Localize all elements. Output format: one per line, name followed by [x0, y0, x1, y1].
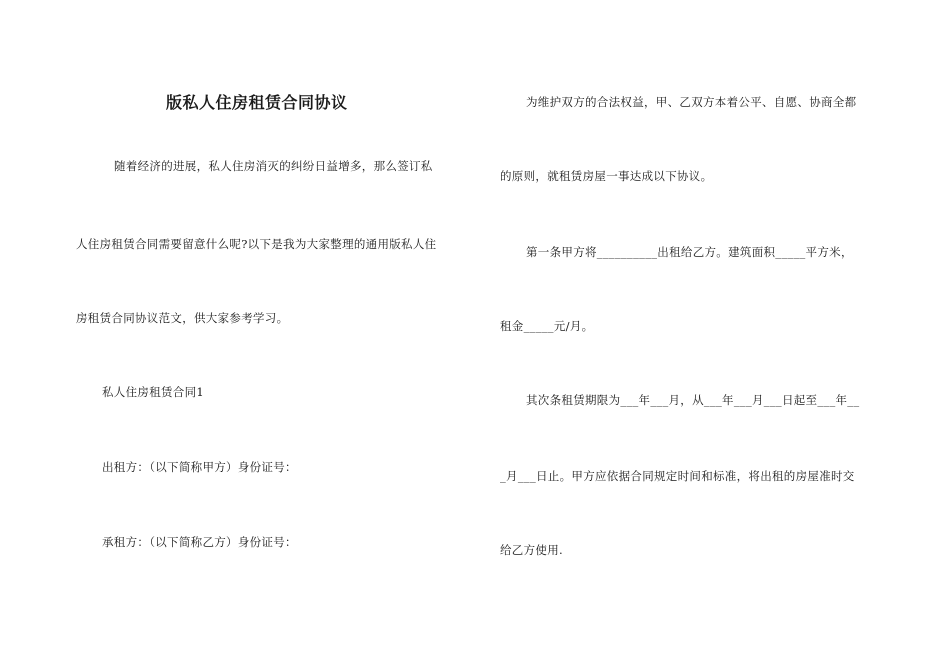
- intro-line-1: 随着经济的进展，私人住房消灭的纠纷日益增多，那么签订私: [114, 159, 433, 173]
- lessee-line: 承租方：（以下简称乙方）身份证号：: [102, 535, 297, 549]
- section-heading: 私人住房租赁合同1: [102, 385, 205, 399]
- intro-line-2: 人住房租赁合同需要留意什么呢?以下是我为大家整理的通用版私人住: [76, 237, 437, 251]
- article-2-line-3: 给乙方使用.: [500, 543, 563, 557]
- purpose-line-2: 的原则，就租赁房屋一事达成以下协议。: [500, 169, 713, 183]
- article-2-line-1: 其次条租赁期限为___年___月，从___年___月___日起至___年__: [526, 393, 860, 407]
- article-1-line-2: 租金_____元/月。: [500, 319, 594, 333]
- intro-line-3: 房租赁合同协议范文，供大家参考学习。: [76, 311, 289, 325]
- document-title: 版私人住房租赁合同协议: [166, 93, 348, 112]
- purpose-line-1: 为维护双方的合法权益，甲、乙双方本着公平、自愿、协商全都: [526, 95, 857, 109]
- lessor-line: 出租方：（以下简称甲方）身份证号：: [102, 460, 297, 474]
- article-2-line-2: _月___日止。甲方应依据合同规定时间和标准，将出租的房屋准时交: [500, 469, 855, 483]
- article-1-line-1: 第一条甲方将__________出租给乙方。建筑面积_____平方米，: [526, 245, 853, 259]
